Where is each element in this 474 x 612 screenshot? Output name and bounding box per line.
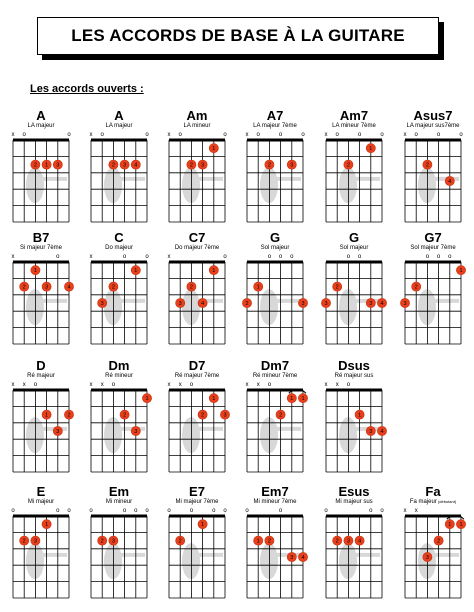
finger-number: 1 <box>301 396 305 403</box>
chord-description <box>319 245 389 251</box>
guitar-neck-watermark <box>37 553 67 557</box>
finger-number: 3 <box>178 301 182 307</box>
nut <box>326 389 382 392</box>
chord-description-text: Do majeur <box>105 245 133 251</box>
finger-number: 3 <box>324 301 328 307</box>
muted-string-mark: x <box>335 382 339 388</box>
finger-number: 4 <box>134 162 138 169</box>
chord-name: E <box>36 484 46 499</box>
finger-number: 2 <box>335 538 339 545</box>
finger-number: 1 <box>134 268 138 275</box>
chord-diagram <box>162 484 232 594</box>
guitar-neck-watermark <box>193 299 223 303</box>
finger-number: 2 <box>33 162 37 169</box>
nut <box>326 139 382 142</box>
muted-string-mark: x <box>245 132 249 138</box>
muted-string-mark: x <box>11 132 15 138</box>
fretboard <box>162 506 232 602</box>
chord-description-text: Mi majeur sus <box>335 499 373 505</box>
open-string-mark: o <box>122 508 127 514</box>
fretboard <box>319 380 389 476</box>
finger-number: 1 <box>145 396 149 403</box>
open-string-mark: o <box>278 254 283 260</box>
chord-description-text: Sol majeur <box>260 245 290 251</box>
finger-number: 3 <box>56 429 60 435</box>
chord-diagram <box>162 358 232 468</box>
guitar-neck-watermark <box>271 177 301 181</box>
muted-string-mark: x <box>178 382 182 388</box>
guitar-neck-watermark <box>193 427 223 431</box>
finger-number: 1 <box>212 146 216 153</box>
chord-description <box>319 499 389 505</box>
open-string-mark: o <box>357 254 362 260</box>
open-string-mark: o <box>369 508 373 514</box>
chord-description-text: Ré majeur 7ème <box>174 373 220 379</box>
chord-description-text: Ré majeur <box>27 373 55 379</box>
guitar-neck-watermark <box>271 427 301 431</box>
guitar-neck-watermark <box>193 553 223 557</box>
chord-name: B7 <box>32 230 50 245</box>
nut <box>169 139 225 142</box>
guitar-neck-watermark <box>271 299 301 303</box>
muted-string-mark: x <box>414 508 418 514</box>
chord-description <box>6 245 76 251</box>
finger-number: 4 <box>301 555 305 561</box>
muted-string-mark: x <box>324 132 328 138</box>
chord-diagram <box>398 108 468 218</box>
open-string-mark: o <box>448 254 452 260</box>
chord-description-text: Mi majeur 7ème <box>175 499 219 505</box>
finger-number: 3 <box>369 429 373 435</box>
chord-description-text: Sol majeur 7ème <box>410 245 456 251</box>
chord-name: D7 <box>188 358 206 373</box>
muted-string-mark: x <box>403 508 407 514</box>
chord-description <box>240 499 310 505</box>
muted-string-mark: x <box>256 382 260 388</box>
open-string-mark: o <box>256 132 260 138</box>
section-subtitle: Les accords ouverts : <box>30 83 144 95</box>
fretboard <box>240 130 310 226</box>
open-string-mark: o <box>122 254 127 260</box>
chord-diagram <box>240 358 310 468</box>
chord-name: Asus7 <box>413 108 453 123</box>
guitar-neck-watermark <box>37 177 67 181</box>
open-string-mark: o <box>245 508 249 514</box>
chord-description <box>398 123 468 129</box>
finger-number: 3 <box>301 301 305 307</box>
chord-description-text: Fa majeur <box>409 499 437 505</box>
muted-string-mark: x <box>167 382 171 388</box>
guitar-neck-watermark <box>37 299 67 303</box>
fretboard <box>6 130 76 226</box>
chord-diagram <box>162 230 232 340</box>
muted-string-mark: x <box>100 382 104 388</box>
open-string-mark: o <box>22 132 26 138</box>
muted-string-mark: x <box>89 382 93 388</box>
chord-name: Em <box>108 484 130 499</box>
open-string-mark: o <box>56 254 60 260</box>
chord-diagram <box>84 230 154 340</box>
finger-number: 4 <box>67 284 71 291</box>
open-string-mark: o <box>223 132 227 138</box>
open-string-mark: o <box>223 508 227 514</box>
finger-number: 1 <box>212 396 216 403</box>
chord-name: C7 <box>188 230 206 245</box>
open-string-mark: o <box>290 254 294 260</box>
muted-string-mark: x <box>403 132 407 138</box>
finger-number: 1 <box>45 412 49 419</box>
fretboard <box>240 380 310 476</box>
nut <box>169 261 225 264</box>
chord-diagram <box>240 108 310 218</box>
nut <box>247 139 303 142</box>
guitar-neck-watermark <box>193 177 223 181</box>
chord-diagram <box>6 108 76 218</box>
chord-name: Am <box>186 108 208 123</box>
finger-number: 4 <box>201 301 205 307</box>
chord-diagram <box>319 230 389 340</box>
fretboard <box>162 252 232 348</box>
chord-description <box>6 123 76 129</box>
muted-string-mark: x <box>89 254 93 260</box>
finger-number: 2 <box>123 412 127 419</box>
finger-number: 2 <box>178 538 182 545</box>
finger-number: 2 <box>267 162 271 169</box>
chord-diagram <box>6 358 76 468</box>
open-string-mark: o <box>89 508 93 514</box>
open-string-mark: o <box>178 132 182 138</box>
muted-string-mark: x <box>89 132 93 138</box>
finger-number: 2 <box>100 538 104 545</box>
chord-description-text: Do majeur 7ème <box>174 245 220 251</box>
open-string-mark: o <box>212 508 216 514</box>
open-string-mark: o <box>380 508 384 514</box>
finger-number: 3 <box>290 555 294 561</box>
fretboard <box>319 130 389 226</box>
open-string-mark: o <box>167 508 171 514</box>
nut <box>405 261 461 264</box>
chord-description <box>319 123 389 129</box>
finger-number: 2 <box>245 301 249 307</box>
chord-name: A <box>114 108 124 123</box>
chord-name: A <box>36 108 46 123</box>
chord-name: Dm <box>108 358 130 373</box>
nut <box>13 515 69 518</box>
nut <box>326 515 382 518</box>
chord-diagram <box>6 230 76 340</box>
chord-description <box>240 373 310 379</box>
finger-number: 2 <box>22 538 26 545</box>
chord-diagram <box>319 484 389 594</box>
chord-description-text: LA majeur <box>105 123 133 129</box>
finger-number: 4 <box>358 538 362 545</box>
finger-number: 3 <box>134 429 138 435</box>
chord-description <box>84 123 154 129</box>
finger-number: 1 <box>201 522 205 529</box>
finger-number: 1 <box>212 268 216 275</box>
chord-description-text: Mi mineur 7ème <box>253 499 297 505</box>
finger-number: 2 <box>346 162 350 169</box>
open-string-mark: o <box>380 132 384 138</box>
finger-number: 3 <box>403 301 407 307</box>
nut <box>169 389 225 392</box>
finger-number: 2 <box>189 284 193 291</box>
open-string-mark: o <box>335 132 339 138</box>
finger-number: 4 <box>380 301 384 307</box>
finger-number: 1 <box>358 412 362 419</box>
fretboard <box>319 506 389 602</box>
fretboard <box>84 130 154 226</box>
open-string-mark: o <box>278 508 283 514</box>
guitar-neck-watermark <box>115 177 145 181</box>
finger-number: 2 <box>22 284 26 291</box>
open-string-mark: o <box>134 508 138 514</box>
nut <box>247 515 303 518</box>
nut <box>91 261 147 264</box>
chord-diagram <box>84 108 154 218</box>
fretboard <box>84 506 154 602</box>
nut <box>91 139 147 142</box>
fretboard <box>6 380 76 476</box>
open-string-mark: o <box>346 254 351 260</box>
finger-number: 1 <box>459 522 463 529</box>
muted-string-mark: x <box>324 382 328 388</box>
finger-number: 1 <box>33 268 37 275</box>
open-string-mark: o <box>267 254 272 260</box>
guitar-neck-watermark <box>115 553 145 557</box>
guitar-neck-watermark <box>429 553 459 557</box>
chord-description-text: LA mineur <box>183 123 211 129</box>
finger-number: 3 <box>56 162 60 169</box>
nut <box>247 261 303 264</box>
guitar-neck-watermark <box>350 177 380 181</box>
open-string-mark: o <box>436 254 441 260</box>
chord-name: Em7 <box>261 484 289 499</box>
open-string-mark: o <box>100 132 104 138</box>
finger-number: 2 <box>111 162 115 169</box>
finger-number: 3 <box>223 412 227 419</box>
open-string-mark: o <box>223 254 227 260</box>
muted-string-mark: x <box>22 382 26 388</box>
finger-number: 2 <box>279 412 283 419</box>
fretboard <box>162 380 232 476</box>
chord-diagram <box>84 484 154 594</box>
muted-string-mark: x <box>167 132 171 138</box>
chord-diagram <box>240 484 310 594</box>
chord-name: A7 <box>266 108 284 123</box>
open-string-mark: o <box>145 254 149 260</box>
open-string-mark: o <box>145 132 149 138</box>
nut <box>13 261 69 264</box>
page-title: LES ACCORDS DE BASE À LA GUITARE <box>71 26 405 45</box>
open-string-mark: o <box>425 254 430 260</box>
chord-name: Fa <box>425 484 441 499</box>
nut <box>13 389 69 392</box>
fretboard <box>398 506 468 602</box>
chord-description <box>162 245 232 251</box>
open-string-mark: o <box>267 382 272 388</box>
chord-description-text: Ré majeur sus <box>334 373 374 379</box>
chord-diagram <box>319 108 389 218</box>
finger-number: 1 <box>45 522 49 529</box>
chord-name: E7 <box>189 484 205 499</box>
open-string-mark: o <box>145 508 149 514</box>
chord-description-text: LA mineur 7ème <box>332 123 376 129</box>
fretboard <box>319 252 389 348</box>
chord-description <box>6 373 76 379</box>
finger-number: 3 <box>111 538 115 545</box>
chord-description-text: Mi majeur <box>27 499 55 505</box>
chord-name: G <box>269 230 281 245</box>
open-string-mark: o <box>459 132 463 138</box>
finger-number: 2 <box>335 284 339 291</box>
chord-name: Am7 <box>339 108 369 123</box>
chord-name: Dsus <box>338 358 370 373</box>
fretboard <box>84 380 154 476</box>
open-string-mark: o <box>189 382 194 388</box>
finger-number: 1 <box>45 162 49 169</box>
finger-number: 2 <box>67 412 71 419</box>
finger-number: 1 <box>459 268 463 275</box>
finger-number: 2 <box>414 284 418 291</box>
nut <box>91 515 147 518</box>
muted-string-mark: x <box>11 382 15 388</box>
open-string-mark: o <box>67 508 71 514</box>
open-string-mark: o <box>67 132 71 138</box>
nut <box>169 515 225 518</box>
nut <box>13 139 69 142</box>
finger-number: 1 <box>448 522 452 529</box>
guitar-neck-watermark <box>429 299 459 303</box>
finger-number: 3 <box>201 162 205 169</box>
chord-description-text: LA majeur <box>27 123 55 129</box>
chord-description-text: Ré mineur 7ème <box>252 373 298 379</box>
finger-number: 2 <box>267 538 271 545</box>
title-box <box>37 17 439 55</box>
chord-diagram <box>162 108 232 218</box>
chord-diagram <box>398 230 468 340</box>
open-string-mark: o <box>278 132 283 138</box>
open-string-mark: o <box>324 508 328 514</box>
guitar-neck-watermark <box>115 299 145 303</box>
finger-number: 1 <box>256 538 260 545</box>
open-string-mark: o <box>414 132 418 138</box>
nut <box>326 261 382 264</box>
chord-name: G7 <box>424 230 442 245</box>
open-string-mark: o <box>33 382 38 388</box>
finger-number: 3 <box>290 162 294 169</box>
chord-diagram <box>319 358 389 468</box>
chord-name: G <box>348 230 360 245</box>
chord-description <box>162 373 232 379</box>
finger-number: 1 <box>256 284 260 291</box>
chord-name: C <box>114 230 124 245</box>
open-string-mark: o <box>301 132 305 138</box>
guitar-neck-watermark <box>350 553 380 557</box>
fretboard <box>6 252 76 348</box>
chord-description <box>398 245 468 251</box>
chord-description-text: LA majeur sus7ème <box>406 123 460 129</box>
finger-number: 4 <box>448 179 452 185</box>
chord-description <box>84 373 154 379</box>
chord-diagram <box>6 484 76 594</box>
finger-number: 3 <box>425 555 429 561</box>
chord-description <box>162 499 232 505</box>
open-string-mark: o <box>346 382 351 388</box>
nut <box>405 139 461 142</box>
finger-number: 3 <box>100 301 104 307</box>
open-string-mark: o <box>357 132 362 138</box>
chord-description-text: Sol majeur <box>339 245 369 251</box>
muted-string-mark: x <box>245 382 249 388</box>
fretboard <box>398 252 468 348</box>
fretboard <box>240 506 310 602</box>
finger-number: 2 <box>189 162 193 169</box>
chord-diagram <box>398 484 468 594</box>
fretboard <box>162 130 232 226</box>
chord-description-text: LA majeur 7ème <box>253 123 297 129</box>
chord-description <box>84 245 154 251</box>
open-string-mark: o <box>436 132 441 138</box>
open-string-mark: o <box>56 508 60 514</box>
finger-number: 3 <box>33 538 37 545</box>
chord-note: (débutant) <box>436 499 457 504</box>
chord-description <box>162 123 232 129</box>
nut <box>91 389 147 392</box>
chord-description <box>240 245 310 251</box>
chord-name: Esus <box>338 484 370 499</box>
chord-description <box>398 499 468 505</box>
chord-description <box>84 499 154 505</box>
finger-number: 2 <box>425 162 429 169</box>
chord-diagram <box>240 230 310 340</box>
finger-number: 3 <box>123 162 127 169</box>
fretboard <box>6 506 76 602</box>
chord-description <box>319 373 389 379</box>
finger-number: 3 <box>346 538 350 545</box>
finger-number: 3 <box>45 284 49 291</box>
muted-string-mark: x <box>11 254 15 260</box>
finger-number: 2 <box>201 412 205 419</box>
fretboard <box>398 130 468 226</box>
finger-number: 2 <box>111 284 115 291</box>
finger-number: 4 <box>380 429 384 435</box>
chord-description <box>6 499 76 505</box>
finger-number: 1 <box>369 146 373 153</box>
chord-description-text: Ré mineur <box>105 373 133 379</box>
chord-description-text: Si majeur 7ème <box>19 245 63 251</box>
finger-number: 3 <box>369 301 373 307</box>
chord-name: D <box>36 358 46 373</box>
open-string-mark: o <box>111 382 116 388</box>
chord-description <box>240 123 310 129</box>
muted-string-mark: x <box>167 254 171 260</box>
chord-name: Dm7 <box>260 358 290 373</box>
finger-number: 1 <box>290 396 294 403</box>
open-string-mark: o <box>189 508 194 514</box>
chord-description-text: Mi mineur <box>105 499 133 505</box>
fretboard <box>84 252 154 348</box>
open-string-mark: o <box>11 508 15 514</box>
fretboard <box>240 252 310 348</box>
chord-diagram <box>84 358 154 468</box>
finger-number: 2 <box>437 538 441 545</box>
